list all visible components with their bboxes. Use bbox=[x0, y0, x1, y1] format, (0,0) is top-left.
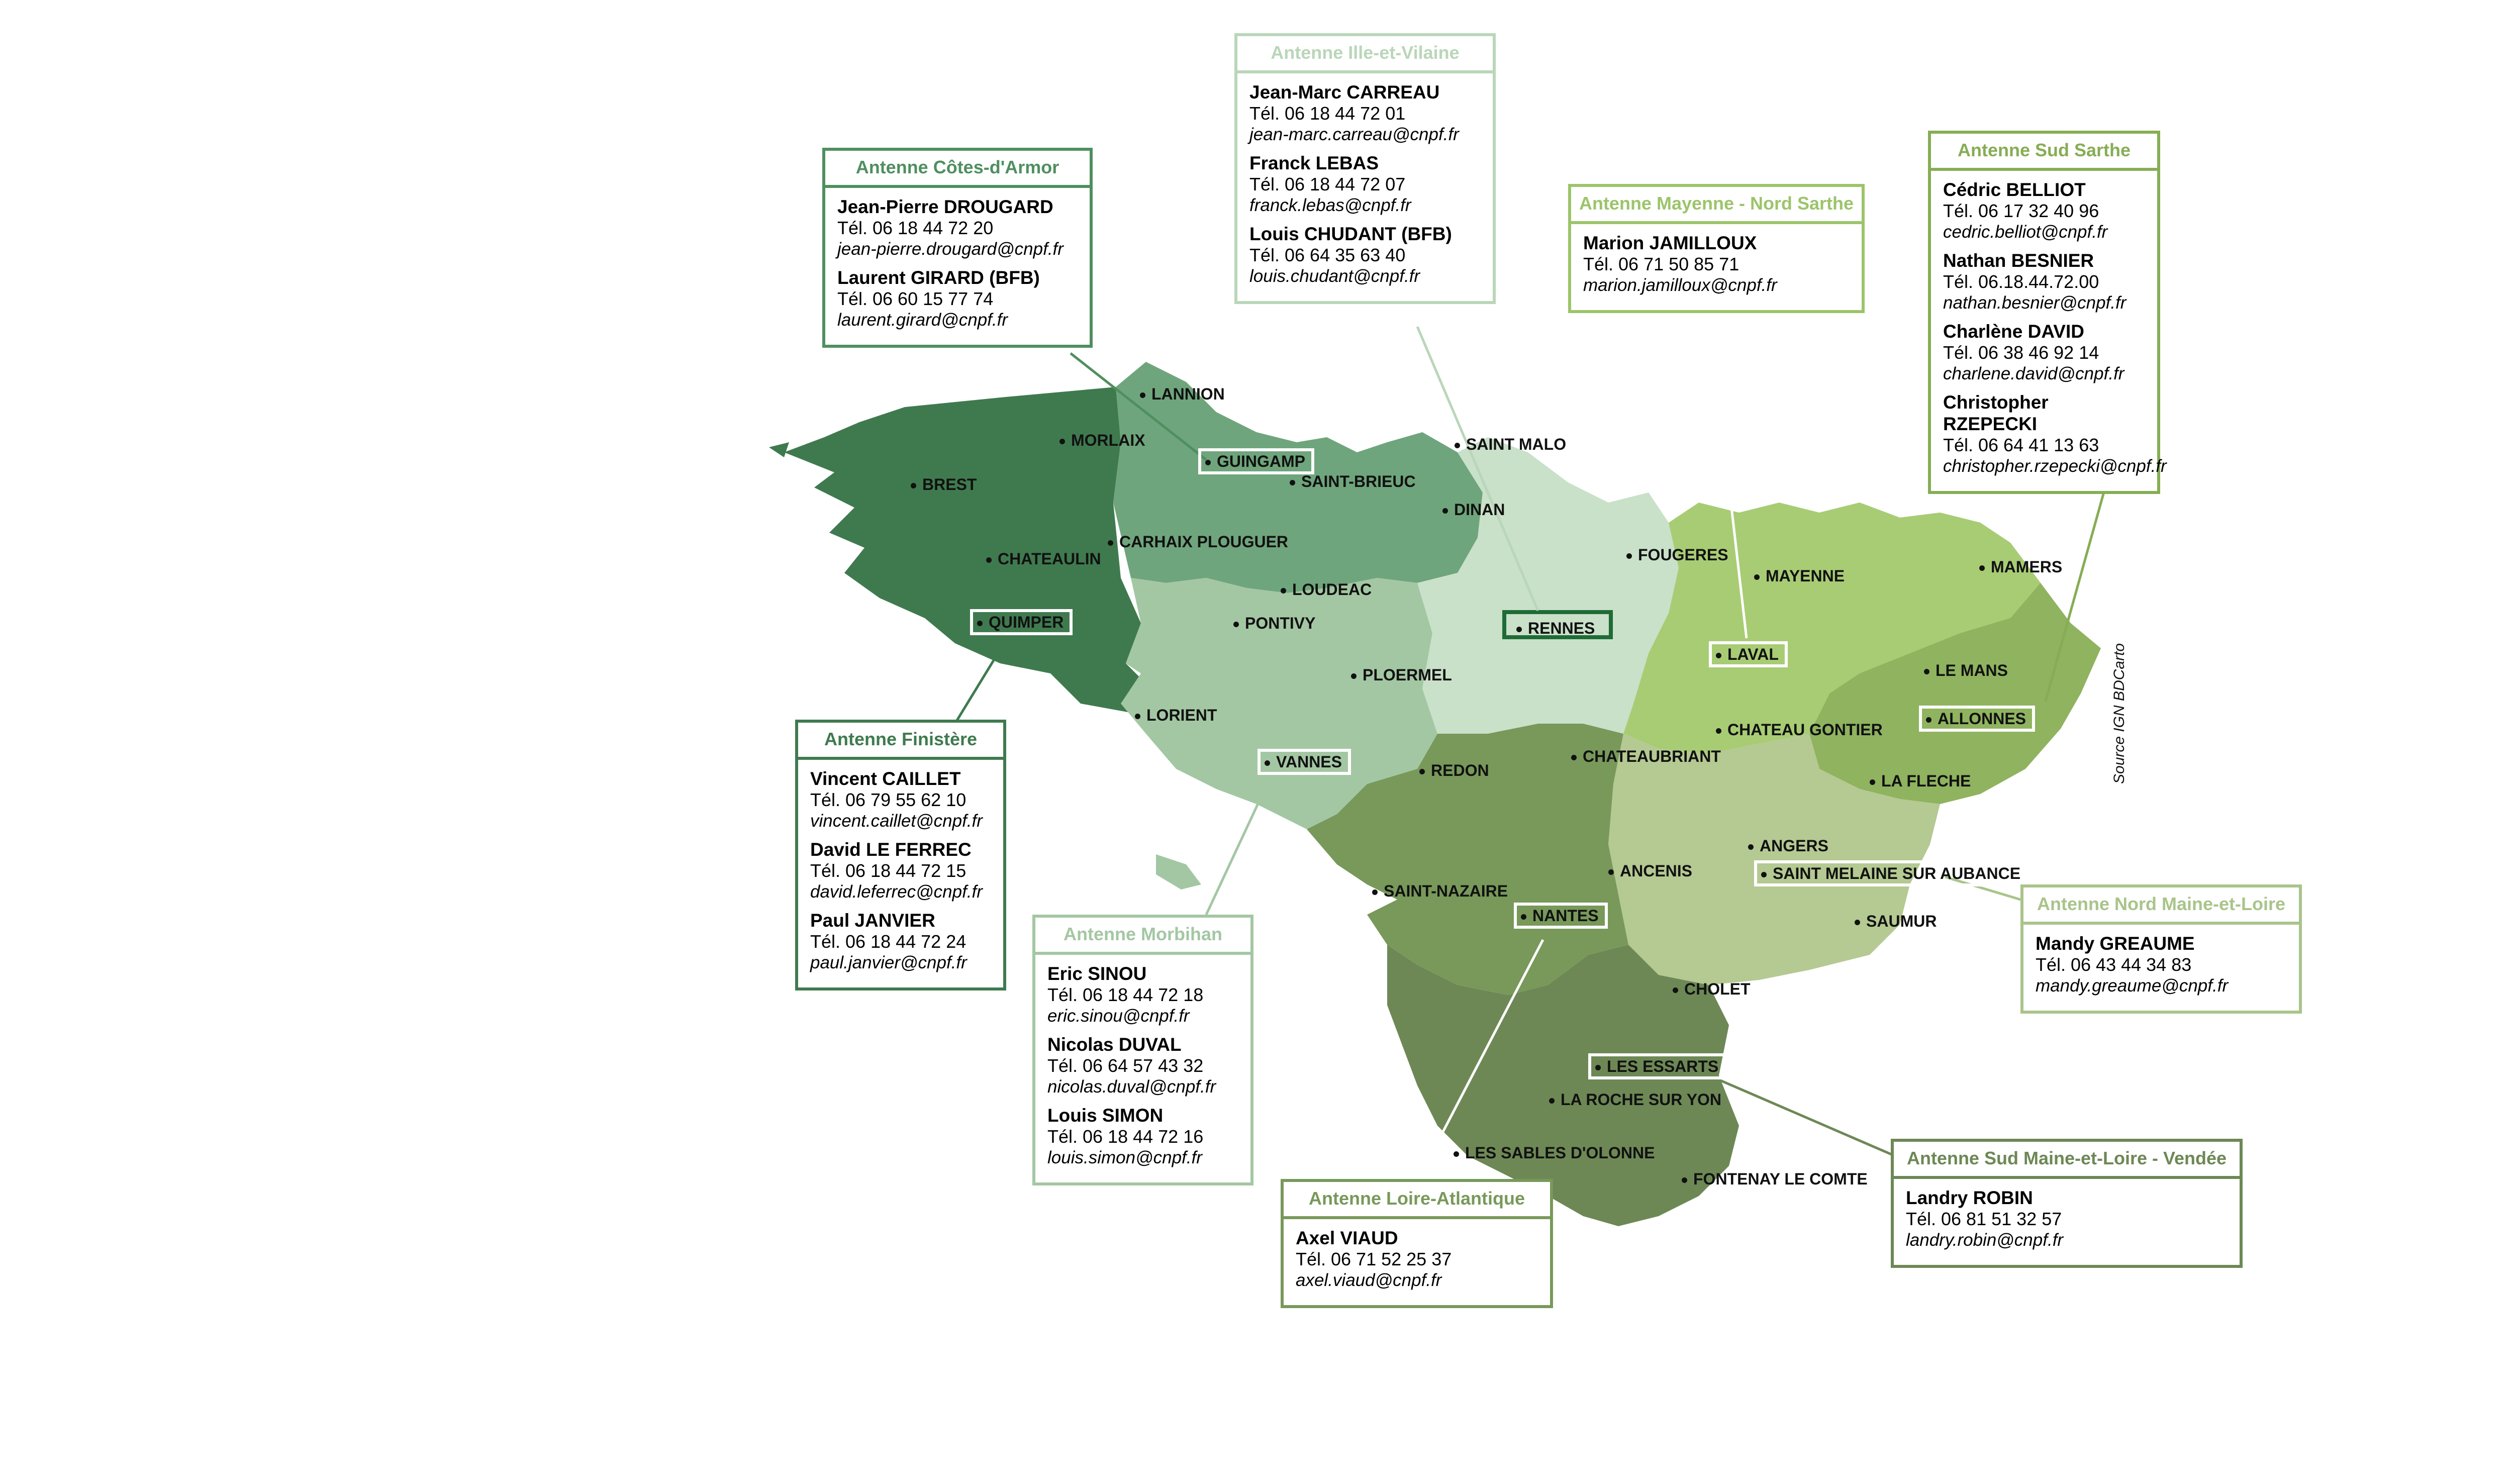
city-dot bbox=[1419, 769, 1425, 774]
city-name: PONTIVY bbox=[1245, 614, 1316, 632]
antenne-card-ille-vilaine bbox=[1234, 33, 1496, 304]
contact-phone[interactable]: Tél. 06 71 52 25 37 bbox=[1296, 1249, 1452, 1269]
city-name: REDON bbox=[1431, 761, 1489, 779]
contact-person bbox=[1249, 81, 1481, 145]
contact-name: Nicolas DUVAL bbox=[1047, 1034, 1182, 1055]
antenne-title: Antenne Morbihan bbox=[1035, 918, 1250, 955]
contact-person bbox=[810, 910, 991, 973]
contact-phone[interactable]: Tél. 06 18 44 72 24 bbox=[810, 931, 966, 952]
city-dot bbox=[977, 621, 983, 626]
city-name: SAINT-NAZAIRE bbox=[1384, 882, 1508, 900]
city-name: CHATEAU GONTIER bbox=[1727, 721, 1883, 739]
contact-person bbox=[837, 267, 1078, 331]
contact-name: Franck LEBAS bbox=[1249, 153, 1379, 173]
city-name: SAINT MELAINE SUR AUBANCE bbox=[1773, 864, 2021, 882]
city-dot bbox=[1454, 1151, 1459, 1157]
city-label bbox=[1509, 615, 1604, 641]
contact-phone[interactable]: Tél. 06 18 44 72 15 bbox=[810, 860, 966, 881]
contact-name: Mandy GREAUME bbox=[2036, 933, 2195, 954]
contact-email[interactable]: cedric.belliot@cnpf.fr bbox=[1943, 222, 2108, 242]
city-name: LES ESSARTS bbox=[1607, 1057, 1719, 1075]
contact-name: Eric SINOU bbox=[1047, 963, 1147, 984]
leader-sud-maine-loire bbox=[1709, 1075, 1895, 1156]
antenne-card-loire-atlantique bbox=[1281, 1179, 1553, 1308]
city-dot bbox=[1442, 508, 1448, 514]
city-name: CARHAIX PLOUGUER bbox=[1119, 533, 1289, 551]
city-name: VANNES bbox=[1276, 753, 1342, 771]
contact-name: David LE FERREC bbox=[810, 839, 972, 860]
contact-name: Nathan BESNIER bbox=[1943, 250, 2094, 271]
city-dot bbox=[1135, 714, 1140, 719]
city-name: PLOERMEL bbox=[1363, 666, 1452, 684]
city-name: FONTENAY LE COMTE bbox=[1693, 1170, 1868, 1188]
contact-email[interactable]: laurent.girard@cnpf.fr bbox=[837, 310, 1008, 330]
city-name: ANGERS bbox=[1760, 837, 1828, 855]
contact-name: Louis SIMON bbox=[1047, 1105, 1164, 1126]
city-label bbox=[1673, 980, 1751, 998]
antenne-title: Antenne Finistère bbox=[798, 723, 1003, 760]
contact-person bbox=[1943, 250, 2145, 314]
contact-email[interactable]: nathan.besnier@cnpf.fr bbox=[1943, 293, 2127, 313]
contact-name: Vincent CAILLET bbox=[810, 768, 961, 789]
city-label bbox=[1571, 747, 1721, 765]
city-dot bbox=[1265, 760, 1270, 766]
contact-phone[interactable]: Tél. 06 81 51 32 57 bbox=[1906, 1209, 2062, 1229]
contact-email[interactable]: eric.sinou@cnpf.fr bbox=[1047, 1006, 1190, 1026]
city-dot bbox=[1682, 1177, 1687, 1183]
city-label bbox=[1351, 666, 1452, 684]
city-label bbox=[1454, 1144, 1655, 1162]
city-label bbox=[1748, 837, 1828, 855]
antenne-card-sud-sarthe bbox=[1928, 131, 2167, 494]
city-label bbox=[986, 550, 1101, 568]
city-name: DINAN bbox=[1454, 501, 1505, 519]
city-dot bbox=[1108, 540, 1113, 546]
city-dot bbox=[1140, 392, 1145, 398]
city-name: MAYENNE bbox=[1766, 567, 1845, 585]
contact-name: Paul JANVIER bbox=[810, 910, 935, 931]
contact-email[interactable]: jean-marc.carreau@cnpf.fr bbox=[1249, 125, 1459, 144]
contact-phone[interactable]: Tél. 06 64 41 13 63 bbox=[1943, 435, 2099, 455]
contact-person bbox=[1906, 1187, 2228, 1251]
antenne-title: Antenne Sud Sarthe bbox=[1931, 134, 2157, 171]
city-dot bbox=[1372, 889, 1378, 895]
contact-person bbox=[1943, 179, 2145, 243]
antenne-card-cotes-armor bbox=[822, 148, 1093, 348]
city-dot bbox=[1673, 987, 1678, 993]
contact-person bbox=[1249, 152, 1481, 216]
contact-phone[interactable]: Tél. 06 18 44 72 20 bbox=[837, 218, 994, 238]
contact-name: Landry ROBIN bbox=[1906, 1188, 2033, 1208]
island bbox=[769, 442, 789, 457]
city-label bbox=[1549, 1091, 1721, 1109]
contact-person bbox=[1047, 963, 1238, 1027]
antenne-title: Antenne Nord Maine-et-Loire bbox=[2023, 887, 2299, 925]
contact-email[interactable]: franck.lebas@cnpf.fr bbox=[1249, 195, 1411, 215]
contact-email[interactable]: louis.chudant@cnpf.fr bbox=[1249, 266, 1420, 286]
contact-phone[interactable]: Tél. 06 43 44 34 83 bbox=[2036, 954, 2192, 975]
city-name: CHATEAULIN bbox=[998, 550, 1101, 568]
antenne-title: Antenne Côtes-d'Armor bbox=[825, 151, 1090, 188]
city-dot bbox=[986, 557, 992, 563]
city-dot bbox=[1754, 574, 1760, 580]
contact-name: Marion JAMILLOUX bbox=[1583, 233, 1757, 253]
city-dot bbox=[1748, 844, 1754, 850]
contact-person bbox=[1296, 1227, 1538, 1291]
city-name: LA FLECHE bbox=[1881, 772, 1971, 790]
contact-person bbox=[1047, 1034, 1238, 1098]
contact-name: Charlène DAVID bbox=[1943, 321, 2084, 342]
city-label bbox=[1135, 706, 1217, 724]
contact-phone[interactable]: Tél. 06 64 35 63 40 bbox=[1249, 245, 1406, 265]
city-label bbox=[1919, 706, 2035, 732]
city-name: LANNION bbox=[1151, 385, 1225, 403]
contact-email[interactable]: jean-pierre.drougard@cnpf.fr bbox=[837, 239, 1064, 259]
city-name: MORLAIX bbox=[1071, 431, 1145, 449]
city-dot bbox=[1626, 553, 1632, 559]
city-name: CHATEAUBRIANT bbox=[1583, 747, 1721, 765]
contact-person bbox=[1249, 223, 1481, 287]
city-dot bbox=[1351, 673, 1357, 679]
contact-person bbox=[837, 196, 1078, 260]
city-name: LES SABLES D'OLONNE bbox=[1465, 1144, 1655, 1162]
city-name: LE MANS bbox=[1936, 661, 2008, 679]
antenne-card-finistere bbox=[795, 720, 1006, 991]
city-label bbox=[1455, 435, 1566, 453]
city-label bbox=[1108, 533, 1288, 551]
city-name: SAINT MALO bbox=[1466, 435, 1567, 453]
city-label bbox=[1198, 448, 1314, 474]
contact-person bbox=[1047, 1105, 1238, 1168]
contact-phone[interactable]: Tél. 06 71 50 85 71 bbox=[1583, 254, 1739, 274]
city-label bbox=[1709, 641, 1788, 667]
contact-name: Louis CHUDANT (BFB) bbox=[1249, 224, 1452, 244]
city-label bbox=[1233, 614, 1315, 632]
antenne-card-sud-maine-loire bbox=[1891, 1139, 2243, 1268]
contact-person bbox=[810, 839, 991, 903]
contact-name: Christopher RZEPECKI bbox=[1943, 392, 2049, 434]
city-label bbox=[1754, 567, 1845, 585]
city-name: LOUDEAC bbox=[1292, 580, 1372, 599]
contact-person bbox=[810, 768, 991, 832]
city-label bbox=[1979, 558, 2062, 576]
city-label bbox=[911, 475, 977, 493]
city-label bbox=[1514, 903, 1608, 929]
city-label bbox=[970, 609, 1073, 635]
antenne-title: Antenne Sud Maine-et-Loire - Vendée bbox=[1894, 1142, 2240, 1179]
island bbox=[1156, 854, 1201, 889]
city-dot bbox=[1455, 443, 1460, 448]
city-name: SAINT-BRIEUC bbox=[1301, 472, 1416, 490]
city-label bbox=[1281, 580, 1372, 599]
city-dot bbox=[1290, 480, 1295, 485]
city-label bbox=[1372, 882, 1508, 900]
city-dot bbox=[1281, 588, 1286, 593]
contact-email[interactable]: axel.viaud@cnpf.fr bbox=[1296, 1270, 1442, 1290]
contact-email[interactable]: landry.robin@cnpf.fr bbox=[1906, 1230, 2064, 1250]
contact-name: Laurent GIRARD (BFB) bbox=[837, 267, 1040, 288]
city-dot bbox=[1521, 914, 1526, 920]
city-dot bbox=[1870, 779, 1875, 785]
city-dot bbox=[1761, 872, 1767, 877]
city-dot bbox=[1059, 439, 1065, 444]
city-label bbox=[1588, 1053, 1727, 1079]
city-label bbox=[1682, 1170, 1868, 1188]
city-name: QUIMPER bbox=[989, 613, 1064, 631]
antenne-title: Antenne Ille-et-Vilaine bbox=[1237, 36, 1493, 73]
city-dot bbox=[1516, 627, 1522, 632]
contact-email[interactable]: charlene.david@cnpf.fr bbox=[1943, 364, 2124, 383]
contact-email[interactable]: mandy.greaume@cnpf.fr bbox=[2036, 976, 2229, 996]
contact-email[interactable]: nicolas.duval@cnpf.fr bbox=[1047, 1077, 1216, 1097]
city-label bbox=[1608, 862, 1692, 880]
city-dot bbox=[1608, 869, 1614, 875]
contact-phone[interactable]: Tél. 06 18 44 72 18 bbox=[1047, 984, 1204, 1005]
city-name: GUINGAMP bbox=[1217, 452, 1305, 470]
city-name: NANTES bbox=[1532, 907, 1599, 925]
contact-person bbox=[1943, 391, 2167, 477]
contact-phone[interactable]: Tél. 06 38 46 92 14 bbox=[1943, 342, 2099, 363]
city-dot bbox=[1233, 622, 1239, 627]
antenne-card-mayenne bbox=[1568, 184, 1865, 313]
contact-phone[interactable]: Tél. 06 18 44 72 01 bbox=[1249, 103, 1406, 124]
city-name: LAVAL bbox=[1727, 645, 1779, 663]
contact-phone[interactable]: Tél. 06 18 44 72 16 bbox=[1047, 1126, 1204, 1147]
antenne-title: Antenne Mayenne - Nord Sarthe bbox=[1571, 187, 1862, 224]
city-label bbox=[1290, 472, 1416, 490]
city-label bbox=[1442, 501, 1505, 519]
city-dot bbox=[1924, 669, 1929, 674]
city-label bbox=[1258, 749, 1351, 775]
city-name: BREST bbox=[922, 475, 977, 493]
contact-email[interactable]: vincent.caillet@cnpf.fr bbox=[810, 811, 983, 831]
city-label bbox=[1626, 546, 1728, 564]
contact-email[interactable]: christopher.rzepecki@cnpf.fr bbox=[1943, 456, 2167, 476]
city-dot bbox=[1855, 920, 1860, 925]
contact-email[interactable]: paul.janvier@cnpf.fr bbox=[810, 953, 967, 972]
city-dot bbox=[1979, 565, 1985, 571]
contact-person bbox=[2036, 933, 2287, 997]
city-dot bbox=[911, 483, 916, 488]
city-dot bbox=[1716, 728, 1721, 734]
contact-phone[interactable]: Tél. 06 17 32 40 96 bbox=[1943, 201, 2099, 221]
city-label bbox=[1716, 721, 1883, 739]
city-dot bbox=[1549, 1098, 1555, 1104]
antenne-card-morbihan bbox=[1032, 915, 1253, 1185]
city-dot bbox=[1595, 1065, 1601, 1070]
city-name: ALLONNES bbox=[1938, 710, 2026, 728]
city-name: SAUMUR bbox=[1866, 912, 1937, 930]
city-label bbox=[1924, 661, 2008, 679]
antenne-card-nord-maine-loire bbox=[2020, 884, 2302, 1014]
city-name: CHOLET bbox=[1684, 980, 1751, 998]
city-label bbox=[1419, 761, 1489, 779]
contact-email[interactable]: david.leferrec@cnpf.fr bbox=[810, 882, 983, 902]
city-label bbox=[1870, 772, 1971, 790]
contact-phone[interactable]: Tél. 06 18 44 72 07 bbox=[1249, 174, 1406, 194]
city-dot bbox=[1926, 717, 1931, 723]
antenne-title: Antenne Loire-Atlantique bbox=[1284, 1182, 1550, 1219]
city-label bbox=[1140, 385, 1225, 403]
city-name: LA ROCHE SUR YON bbox=[1561, 1091, 1722, 1109]
source-credit: Source IGN BDCarto bbox=[2111, 643, 2128, 784]
contact-person bbox=[1583, 232, 1850, 296]
contact-name: Cédric BELLIOT bbox=[1943, 179, 2086, 200]
city-name: MAMERS bbox=[1991, 558, 2063, 576]
city-name: ANCENIS bbox=[1620, 862, 1693, 880]
contact-name: Jean-Pierre DROUGARD bbox=[837, 196, 1053, 217]
contact-phone[interactable]: Tél. 06.18.44.72.00 bbox=[1943, 271, 2099, 292]
contact-phone[interactable]: Tél. 06 79 55 62 10 bbox=[810, 789, 966, 810]
contact-email[interactable]: louis.simon@cnpf.fr bbox=[1047, 1148, 1202, 1167]
contact-name: Jean-Marc CARREAU bbox=[1249, 82, 1440, 103]
contact-person bbox=[1943, 321, 2145, 384]
city-dot bbox=[1716, 653, 1721, 658]
city-name: LORIENT bbox=[1146, 706, 1217, 724]
contact-email[interactable]: marion.jamilloux@cnpf.fr bbox=[1583, 275, 1777, 295]
contact-name: Axel VIAUD bbox=[1296, 1228, 1398, 1248]
city-name: FOUGERES bbox=[1638, 546, 1728, 564]
contact-phone[interactable]: Tél. 06 60 15 77 74 bbox=[837, 288, 994, 309]
city-label bbox=[1059, 431, 1145, 449]
city-dot bbox=[1205, 460, 1211, 465]
city-label bbox=[1754, 860, 2029, 886]
city-label bbox=[1855, 912, 1937, 930]
city-name: RENNES bbox=[1528, 619, 1595, 637]
contact-phone[interactable]: Tél. 06 64 57 43 32 bbox=[1047, 1055, 1204, 1076]
city-dot bbox=[1571, 755, 1577, 760]
